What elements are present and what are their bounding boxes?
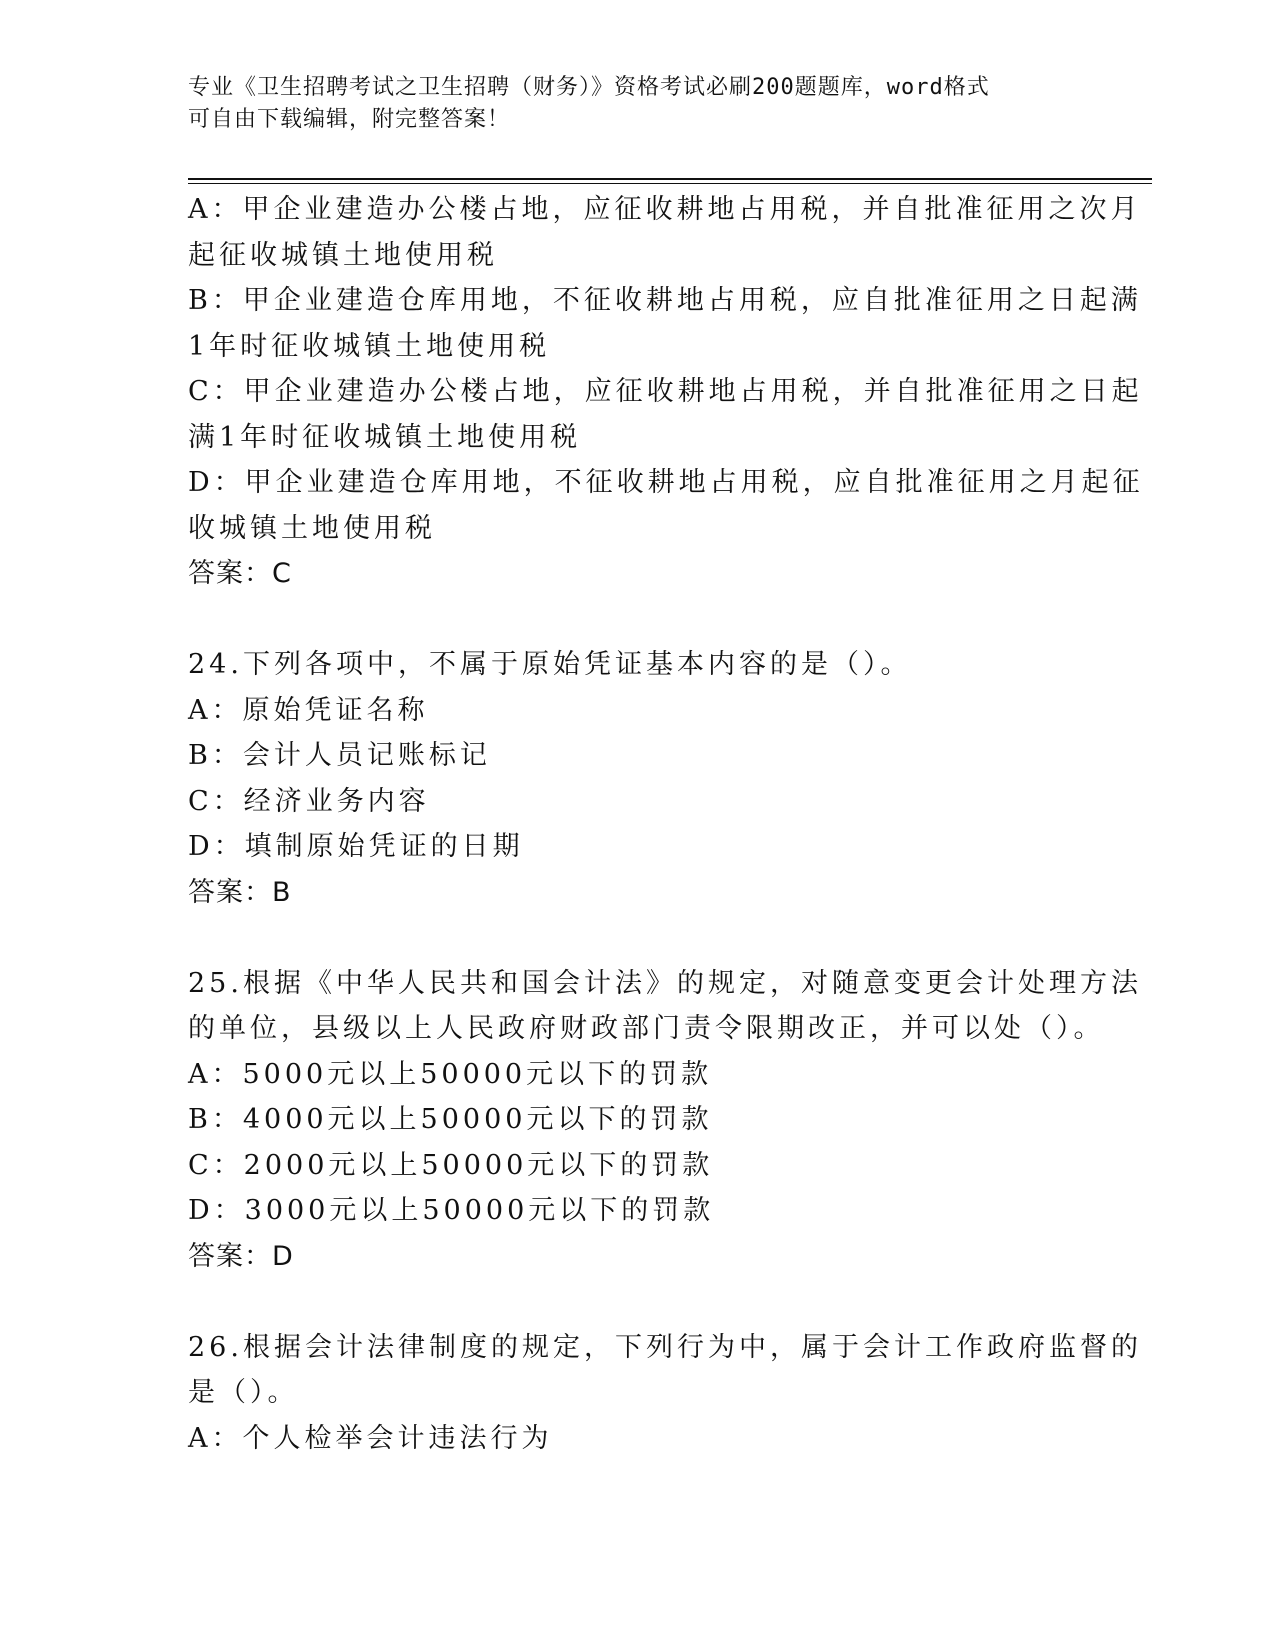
spacer bbox=[188, 597, 1088, 643]
option-b-line-1: B：甲企业建造仓库用地，不征收耕地占用税，应自批准征用之日起满 bbox=[188, 285, 1142, 316]
option-b: B：会计人员记账标记 bbox=[188, 740, 491, 771]
question-text-line-2: 的单位，县级以上人民政府财政部门责令限期改正，并可以处（）。 bbox=[188, 1013, 1105, 1044]
option-a: A：个人检举会计违法行为 bbox=[188, 1422, 553, 1454]
option-a-line-1: A：甲企业建造办公楼占地，应征收耕地占用税，并自批准征用之次月 bbox=[188, 194, 1142, 225]
document-header bbox=[188, 72, 1068, 136]
option-c: C：经济业务内容 bbox=[188, 785, 430, 817]
answer-label: 答案：D bbox=[188, 1240, 294, 1272]
option-c-line-1: C：甲企业建造办公楼占地，应征收耕地占用税，并自批准征用之日起 bbox=[188, 376, 1143, 407]
question-25-block bbox=[188, 961, 1142, 1280]
header-line-2: 可自由下载编辑，附完整答案！ bbox=[188, 107, 511, 132]
option-b: B：4000元以上50000元以下的罚款 bbox=[188, 1104, 713, 1135]
spacer bbox=[188, 1279, 1088, 1325]
question-text: 24.下列各项中，不属于原始凭证基本内容的是（）。 bbox=[188, 649, 912, 680]
option-d: D：填制原始凭证的日期 bbox=[188, 831, 524, 862]
question-26-block bbox=[188, 1325, 1142, 1462]
option-b-line-2: 1年时征收城镇土地使用税 bbox=[188, 330, 551, 362]
question-text-line-1: 25.根据《中华人民共和国会计法》的规定，对随意变更会计处理方法 bbox=[188, 967, 1142, 999]
header-divider-thick bbox=[188, 178, 1152, 180]
question-text-line-1: 26.根据会计法律制度的规定，下列行为中，属于会计工作政府监督的 bbox=[188, 1331, 1142, 1363]
header-line-1: 专业《卫生招聘考试之卫生招聘（财务）》资格考试必刷200题题库，word格式 bbox=[188, 75, 990, 100]
option-c-line-2: 满1年时征收城镇土地使用税 bbox=[188, 421, 582, 453]
question-24-block bbox=[188, 642, 1088, 915]
option-c: C：2000元以上50000元以下的罚款 bbox=[188, 1149, 714, 1181]
option-a-line-2: 起征收城镇土地使用税 bbox=[188, 239, 498, 271]
header-divider-thin bbox=[188, 183, 1152, 184]
question-23-block bbox=[188, 187, 1144, 597]
answer-label: 答案：B bbox=[188, 876, 292, 908]
answer-label: 答案：C bbox=[188, 558, 292, 589]
spacer bbox=[188, 915, 1088, 961]
option-a: A：5000元以上50000元以下的罚款 bbox=[188, 1058, 713, 1090]
option-d-line-1: D：甲企业建造仓库用地，不征收耕地占用税，应自批准征用之月起征 bbox=[188, 467, 1144, 498]
option-d: D：3000元以上50000元以下的罚款 bbox=[188, 1195, 715, 1226]
option-a: A：原始凭证名称 bbox=[188, 694, 429, 726]
question-list bbox=[188, 187, 1144, 1461]
option-d-line-2: 收城镇土地使用税 bbox=[188, 512, 436, 544]
question-text-line-2: 是（）。 bbox=[188, 1377, 299, 1408]
